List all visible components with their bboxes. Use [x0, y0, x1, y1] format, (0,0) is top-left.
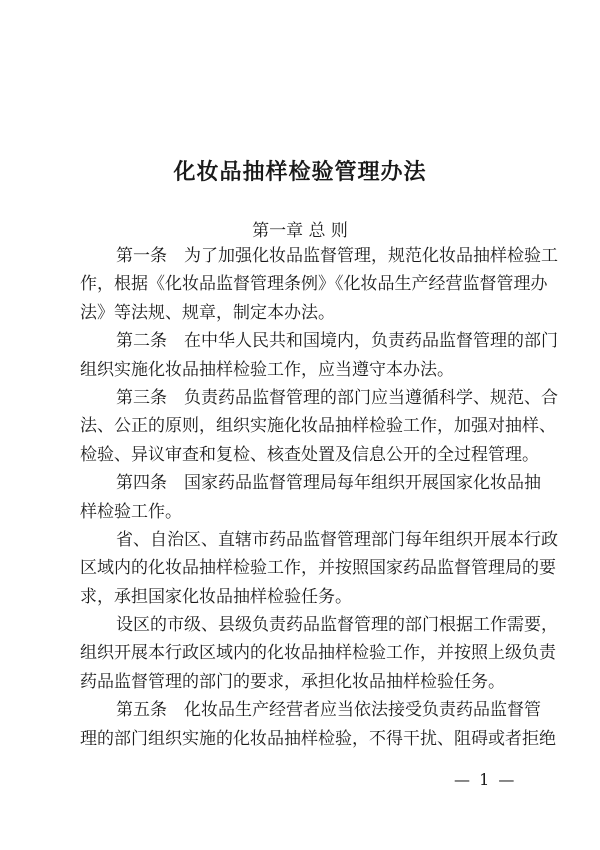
line-text: 国家药品监督管理局每年组织开展国家化妆品抽 — [184, 473, 541, 494]
paragraph-line — [80, 554, 556, 582]
paragraph-line — [80, 384, 558, 412]
paragraph-line — [80, 299, 523, 327]
line-text: 省、自治区、直辖市药品监督管理部门每年组织开展本行政 — [116, 529, 558, 550]
paragraph-line — [80, 725, 556, 753]
document-body — [80, 242, 558, 753]
line-text: 区域内的化妆品抽样检验工作，并按照国家药品监督管理局的要 — [80, 558, 556, 579]
line-text: 化妆品生产经营者应当依法接受负责药品监督管 — [184, 700, 541, 721]
paragraph-line — [80, 526, 558, 554]
line-text: 药品监督管理的部门的要求，承担化妆品抽样检验任务。 — [80, 671, 505, 692]
line-text: 法、公正的原则，组织实施化妆品抽样检验工作，加强对抽样、 — [80, 416, 556, 437]
article-number: 第二条 — [116, 331, 167, 352]
line-text: 组织实施化妆品抽样检验工作，应当遵守本办法。 — [80, 359, 454, 380]
chapter-heading: 第一章 总 则 — [252, 221, 348, 241]
paragraph-line — [80, 639, 556, 667]
line-text: 理的部门组织实施的化妆品抽样检验，不得干扰、阻碍或者拒绝 — [80, 728, 556, 749]
paragraph-line — [80, 327, 558, 355]
paragraph-line — [80, 498, 523, 526]
page-number: — 1 — — [454, 770, 517, 789]
article-number: 第五条 — [116, 700, 167, 721]
line-text: 法》等法规、规章，制定本办法。 — [80, 302, 335, 323]
article-number: 第四条 — [116, 473, 167, 494]
line-text: 为了加强化妆品监督管理，规范化妆品抽样检验工 — [184, 246, 558, 266]
line-text: 在中华人民共和国境内，负责药品监督管理的部门 — [184, 331, 558, 352]
line-text: 作，根据《化妆品监督管理条例》《化妆品生产经营监督管理办 — [80, 274, 548, 295]
paragraph-line — [80, 696, 541, 724]
paragraph-line — [80, 583, 523, 611]
paragraph-line — [80, 441, 539, 469]
paragraph-line — [80, 270, 548, 298]
paragraph-line — [80, 242, 558, 270]
line-text: 样检验工作。 — [80, 501, 182, 522]
line-text: 组织开展本行政区域内的化妆品抽样检验工作，并按照上级负责 — [80, 643, 556, 664]
paragraph-line — [80, 412, 556, 440]
article-number: 第一条 — [116, 246, 167, 266]
line-text: 检验、异议审查和复检、核查处置及信息公开的全过程管理。 — [80, 444, 539, 465]
document-title: 化妆品抽样检验管理办法 — [173, 160, 427, 185]
line-text: 负责药品监督管理的部门应当遵循科学、规范、合 — [184, 387, 558, 408]
paragraph-line — [80, 611, 558, 639]
article-number: 第三条 — [116, 387, 167, 408]
line-text: 设区的市级、县级负责药品监督管理的部门根据工作需要， — [116, 615, 558, 636]
paragraph-line — [80, 356, 523, 384]
paragraph-line — [80, 469, 541, 497]
line-text: 求，承担国家化妆品抽样检验任务。 — [80, 586, 352, 607]
paragraph-line — [80, 668, 523, 696]
